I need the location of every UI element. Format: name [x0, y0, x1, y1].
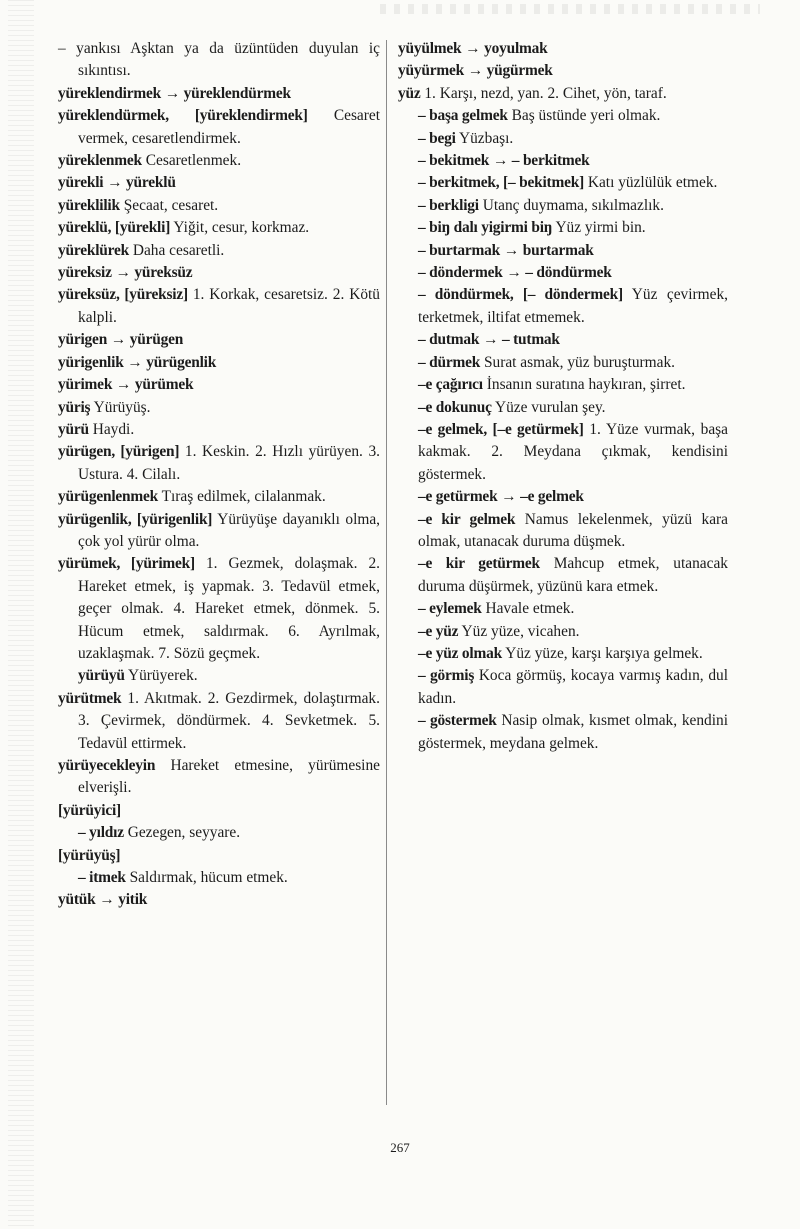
entry-definition: 1. Akıtmak. 2. Gezdirmek, dolaştırmak. 3. Çevirmek, döndürmek. 4. Sevketmek. 5. Tedavül ettirmek. — [78, 689, 380, 752]
entry-headword: [yürüyici] — [58, 801, 121, 819]
dictionary-entry — [398, 643, 728, 665]
dictionary-entry — [58, 240, 380, 262]
entry-headword: yürüyecekleyin — [58, 757, 156, 774]
entry-headword: – bekitmek — [418, 152, 490, 170]
dictionary-entry — [398, 665, 728, 710]
dictionary-entry — [398, 150, 728, 172]
dictionary-entry — [58, 755, 380, 800]
dictionary-entry — [398, 397, 728, 419]
entry-headword: – eylemek — [418, 600, 482, 618]
dictionary-entry — [398, 486, 728, 508]
dictionary-entry — [58, 441, 380, 486]
entry-headword: – berkitmek, [– bekitmek] — [418, 174, 584, 192]
dictionary-entry — [58, 284, 380, 329]
entry-definition: İnsanın suratına haykıran, şirret. — [486, 376, 686, 394]
entry-definition: Yüz yüze, vicahen. — [461, 622, 580, 640]
entry-headword: yüreklürek — [58, 241, 129, 259]
entry-headword: yürimek — [58, 376, 113, 394]
dictionary-entry — [398, 217, 728, 239]
dictionary-entry — [58, 105, 380, 150]
scan-top-artifact — [380, 4, 760, 14]
entry-headword: –e kir gelmek — [418, 510, 516, 528]
entry-definition: Yüz yirmi bin. — [555, 219, 646, 237]
dictionary-entry — [58, 486, 380, 508]
right-column — [398, 38, 728, 755]
dictionary-entry — [398, 621, 728, 643]
entry-definition: Yürüyüşe dayanıklı olma, çok yol yürür olma. — [78, 510, 380, 550]
entry-definition: → yüreklendürmek — [164, 84, 291, 102]
dictionary-entry — [58, 374, 380, 396]
entry-headword: yüreklendürmek, [yüreklendirmek] — [58, 107, 308, 125]
dictionary-entry — [58, 397, 380, 419]
entry-headword: – görmiş — [418, 667, 475, 685]
entry-headword: yüreksüz, [yüreksiz] — [58, 286, 188, 304]
dictionary-entry — [58, 509, 380, 554]
dictionary-entry — [58, 867, 380, 889]
entry-headword: yüreklendirmek — [58, 84, 161, 102]
entry-definition: Namus lekelenmek, yüzü kara olmak, utanacak duruma düşmek. — [418, 510, 728, 550]
dictionary-entry — [398, 284, 728, 329]
entry-definition: → yitik — [99, 891, 148, 909]
entry-headword: yürügenlenmek — [58, 488, 159, 506]
entry-definition: 1. Korkak, cesaretsiz. 2. Kötü kalpli. — [78, 286, 380, 326]
entry-headword: – yıldız — [78, 824, 124, 842]
entry-headword: –e çağırıcı — [418, 376, 483, 394]
entry-definition: Tıraş edilmek, cilalanmak. — [161, 488, 326, 506]
entry-definition: Baş üstünde yeri olmak. — [511, 107, 661, 125]
entry-definition: Katı yüzlülük etmek. — [587, 174, 718, 192]
entry-headword: –e yüz olmak — [418, 644, 502, 662]
entry-headword: yürü — [58, 420, 89, 438]
entry-definition: Gezegen, seyyare. — [127, 824, 241, 842]
dictionary-entry — [398, 240, 728, 262]
entry-headword: yüz — [398, 84, 421, 102]
entry-definition: Hareket etmesine, yürümesine elverişli. — [78, 757, 380, 797]
entry-headword: –e getürmek — [418, 488, 498, 506]
scan-edge-artifact — [8, 0, 34, 1229]
entry-definition: → yoyulmak — [465, 40, 548, 57]
entry-definition: 1. Karşı, nezd, yan. 2. Cihet, yön, taraf. — [424, 84, 667, 102]
left-column — [58, 38, 380, 912]
dictionary-entry — [398, 352, 728, 374]
dictionary-entry — [398, 419, 728, 486]
dictionary-entry — [58, 262, 380, 284]
dictionary-entry — [398, 105, 728, 127]
dictionary-entry — [58, 83, 380, 105]
entry-definition: → – döndürmek — [506, 264, 612, 282]
entry-headword: [yürüyüş] — [58, 846, 121, 864]
entry-headword: –e kir getürmek — [418, 555, 540, 573]
entry-headword: yüreksiz — [58, 264, 112, 282]
entry-definition: 1. Keskin. 2. Hızlı yürüyen. 3. Ustura. 4. Cilalı. — [78, 443, 381, 483]
entry-definition: Cesaretlenmek. — [145, 152, 242, 170]
entry-headword: yüriş — [58, 398, 91, 416]
entry-headword: – burtarmak — [418, 241, 501, 259]
dictionary-entry — [58, 822, 380, 844]
entry-definition: Yürüyüş. — [93, 398, 151, 416]
entry-definition: Yüz yüze, karşı karşıya gelmek. — [505, 644, 703, 662]
entry-definition: 1. Yüze vurmak, başa kakmak. 2. Meydana çıkmak, kendisini göstermek. — [418, 420, 728, 483]
dictionary-entry — [58, 329, 380, 351]
dictionary-entry — [58, 889, 380, 911]
entry-headword: yütük — [58, 891, 96, 909]
entry-headword: yürütmek — [58, 689, 122, 707]
entry-headword: yüreklü, [yürekli] — [58, 219, 171, 237]
entry-headword: yürekli — [58, 174, 104, 192]
entry-definition: Cesaret vermek, cesaretlendirmek. — [78, 107, 380, 147]
dictionary-entry — [398, 329, 728, 351]
entry-definition: Haydi. — [92, 420, 135, 438]
dictionary-entry — [398, 374, 728, 396]
dictionary-entry — [58, 195, 380, 217]
dictionary-entry — [58, 172, 380, 194]
entry-definition: Yürüyerek. — [127, 667, 198, 685]
entry-headword: yürüyü — [78, 667, 125, 685]
column-divider — [386, 40, 387, 1105]
entry-headword: – döndermek — [418, 264, 503, 282]
entry-definition: → yürümek — [116, 376, 194, 394]
dictionary-entry — [58, 352, 380, 374]
dictionary-entry — [58, 845, 380, 867]
dictionary-entry — [58, 688, 380, 755]
entry-headword: – berkligi — [418, 196, 479, 214]
entry-headword: –e yüz — [418, 622, 459, 640]
entry-headword: yürigen — [58, 331, 108, 349]
entry-definition: Surat asmak, yüz buruşturmak. — [483, 353, 676, 371]
dictionary-entry — [398, 262, 728, 284]
entry-headword: yüyülmek — [398, 40, 462, 57]
entry-definition: 1. Gezmek, dolaşmak. 2. Hareket etmek, iş yapmak. 3. Tedavül etmek, geçer olmak. 4. Hareket etmek, dönmek. 5. Hücum etmek, saldırmak. 6. Ayrılmak, uzaklaşmak. 7. Sözü geçmek. — [78, 555, 380, 662]
entry-definition: – yankısı Aşktan ya da üzüntüden duyulan iç sıkıntısı. — [58, 40, 380, 80]
entry-headword: –e gelmek, [–e getürmek] — [418, 420, 584, 438]
entry-definition: Yüzbaşı. — [459, 129, 514, 147]
dictionary-entry — [398, 83, 728, 105]
dictionary-entry — [398, 128, 728, 150]
entry-definition: → –e gelmek — [501, 488, 584, 506]
dictionary-entry — [58, 419, 380, 441]
dictionary-entry — [58, 38, 380, 83]
entry-definition: Yüz çevirmek, terketmek, iltifat etmemek. — [418, 286, 729, 326]
dictionary-entry — [398, 172, 728, 194]
entry-headword: – döndürmek, [– döndermek] — [418, 286, 623, 304]
entry-definition: → – berkitmek — [492, 152, 590, 170]
entry-headword: yüreklilik — [58, 196, 120, 214]
entry-headword: yürümek, [yürimek] — [58, 555, 195, 573]
entry-headword: yüreklenmek — [58, 152, 142, 170]
dictionary-entry — [58, 217, 380, 239]
dictionary-entry — [58, 665, 380, 687]
entry-headword: yürügen, [yürigen] — [58, 443, 180, 461]
dictionary-entry — [398, 509, 728, 554]
entry-headword: – başa gelmek — [418, 107, 508, 125]
entry-definition: Daha cesaretli. — [132, 241, 225, 259]
entry-definition: → yürügen — [110, 331, 184, 349]
entry-headword: – dürmek — [418, 353, 481, 371]
entry-definition: → yürügenlik — [127, 353, 217, 371]
dictionary-entry — [398, 553, 728, 598]
dictionary-entry — [398, 598, 728, 620]
entry-definition: → yüreksüz — [115, 264, 193, 282]
entry-headword: yüyürmek — [398, 62, 464, 80]
entry-definition: Yiğit, cesur, korkmaz. — [173, 219, 310, 237]
dictionary-entry — [398, 195, 728, 217]
entry-headword: yürügenlik, [yürigenlik] — [58, 510, 213, 528]
entry-definition: Nasip olmak, kısmet olmak, kendini göstermek, meydana gelmek. — [418, 712, 728, 752]
entry-definition: Mahcup etmek, utanacak duruma düşürmek, yüzünü kara etmek. — [418, 555, 728, 595]
entry-headword: yürigenlik — [58, 353, 124, 371]
dictionary-entry — [58, 150, 380, 172]
dictionary-entry — [398, 60, 728, 82]
entry-definition: → yüreklü — [107, 174, 176, 192]
entry-definition: → – tutmak — [483, 331, 560, 349]
entry-headword: –e dokunuç — [418, 398, 492, 416]
entry-definition: Şecaat, cesaret. — [123, 196, 219, 214]
dictionary-entry — [398, 710, 728, 755]
entry-definition: Yüze vurulan şey. — [494, 398, 606, 416]
entry-headword: – itmek — [78, 869, 126, 887]
entry-headword: – biŋ dalı yigirmi biŋ — [418, 219, 553, 237]
dictionary-entry — [58, 553, 380, 665]
entry-headword: – göstermek — [418, 712, 497, 730]
entry-headword: – begi — [418, 129, 456, 147]
entry-definition: Havale etmek. — [485, 600, 575, 618]
page-number: 267 — [390, 1140, 410, 1155]
entry-headword: – dutmak — [418, 331, 480, 349]
entry-definition: Koca görmüş, kocaya varmış kadın, dul kadın. — [418, 667, 728, 707]
entry-definition: Utanç duymama, sıkılmazlık. — [482, 196, 664, 214]
dictionary-entry — [58, 800, 380, 822]
entry-definition: → burtarmak — [503, 241, 594, 259]
entry-definition: → yügürmek — [467, 62, 553, 80]
dictionary-entry — [398, 38, 728, 60]
entry-definition: Saldırmak, hücum etmek. — [129, 869, 288, 887]
